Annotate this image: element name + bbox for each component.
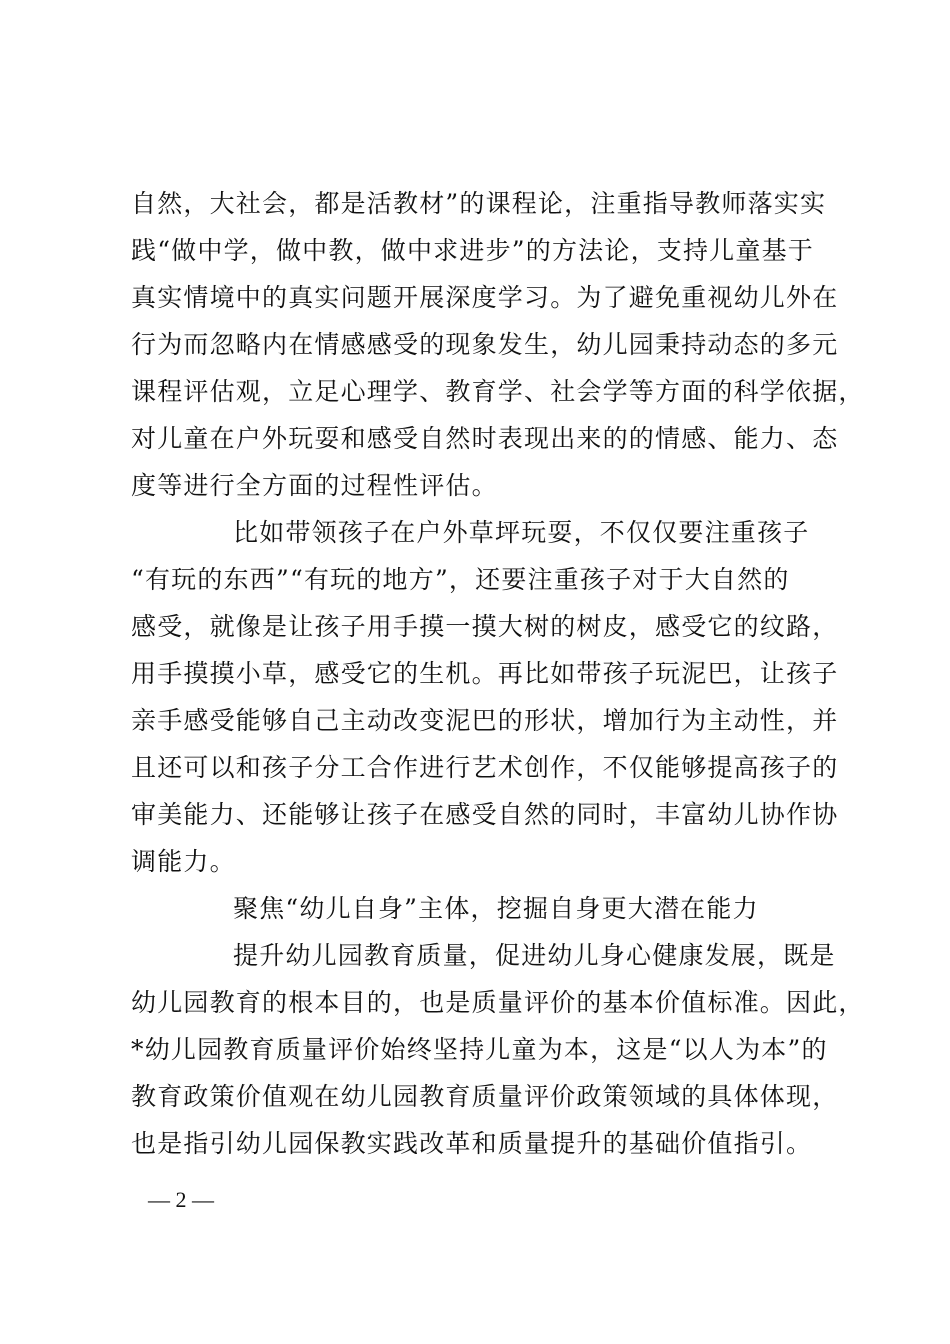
text-line: 自然，大社会，都是活教材”的课程论，注重指导教师落实实: [131, 189, 827, 218]
page-number: — 2 —: [148, 1187, 214, 1212]
text-line: 用手摸摸小草，感受它的生机。再比如带孩子玩泥巴，让孩子: [131, 659, 839, 688]
text-line: 审美能力、还能够让孩子在感受自然的同时，丰富幼儿协作协: [131, 800, 839, 829]
text-line: 课程评估观，立足心理学、教育学、社会学等方面的科学依据，: [131, 377, 865, 406]
text-line: 幼儿园教育的根本目的，也是质量评价的基本价值标准。因此，: [131, 988, 865, 1017]
text-line: 践“做中学，做中教，做中求进步”的方法论，支持儿童基于: [131, 236, 814, 265]
text-line: 真实情境中的真实问题开展深度学习。为了避免重视幼儿外在: [131, 283, 839, 312]
text-line: *幼儿园教育质量评价始终坚持儿童为本，这是“以人为本”的: [131, 1035, 828, 1064]
text-line: 亲手感受能够自己主动改变泥巴的形状，增加行为主动性，并: [131, 706, 839, 735]
text-line: 教育政策价值观在幼儿园教育质量评价政策领域的具体体现，: [131, 1082, 839, 1111]
paragraph-first-line: 提升幼儿园教育质量，促进幼儿身心健康发展，既是: [233, 941, 836, 970]
text-line: 且还可以和孩子分工合作进行艺术创作，不仅能够提高孩子的: [131, 753, 839, 782]
section-heading: 聚焦“幼儿自身”主体，挖掘自身更大潜在能力: [233, 894, 759, 923]
text-line: 感受，就像是让孩子用手摸一摸大树的树皮，感受它的纹路，: [131, 612, 839, 641]
body-text: [131, 180, 865, 1167]
text-line: 也是指引幼儿园保教实践改革和质量提升的基础价值指引。: [131, 1129, 813, 1158]
text-line: 度等进行全方面的过程性评估。: [131, 471, 498, 500]
text-line: “有玩的东西”“有玩的地方”，还要注重孩子对于大自然的: [131, 565, 790, 594]
text-line: 行为而忽略内在情感感受的现象发生，幼儿园秉持动态的多元: [131, 330, 839, 359]
text-line: 对儿童在户外玩耍和感受自然时表现出来的的情感、能力、态: [131, 424, 839, 453]
text-line: 调能力。: [131, 847, 236, 876]
paragraph-first-line: 比如带领孩子在户外草坪玩耍，不仅仅要注重孩子: [233, 518, 810, 547]
